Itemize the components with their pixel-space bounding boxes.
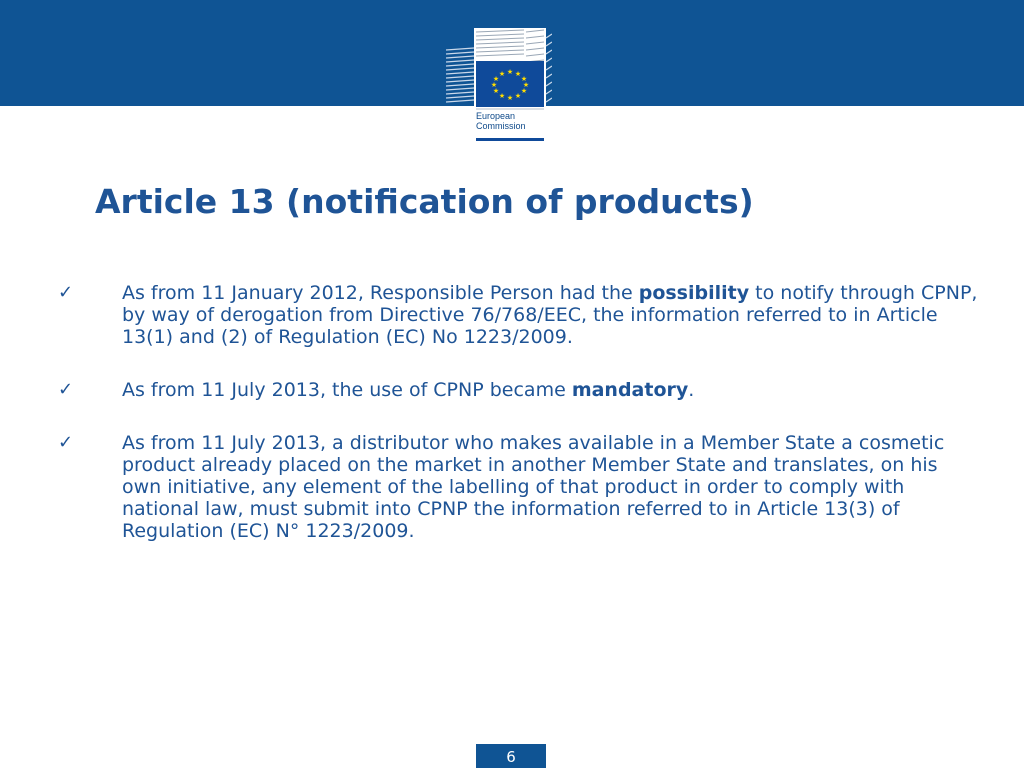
bullet-item-1 [58,282,978,348]
logo-line-commission: Commission [476,121,526,131]
svg-text:★: ★ [490,81,498,89]
svg-text:★: ★ [506,68,514,76]
checkmark-icon: ✓ [58,379,74,400]
logo-line-european: European [476,111,516,121]
svg-text:★: ★ [514,92,522,100]
svg-text:★: ★ [520,75,528,83]
svg-text:★: ★ [506,94,514,102]
svg-text:★: ★ [522,81,530,89]
svg-text:★: ★ [492,87,500,95]
bullet-item-3 [58,432,978,542]
svg-text:★: ★ [498,92,506,100]
svg-text:★: ★ [514,70,522,78]
bullet-2-rest: . [688,379,695,401]
slide-title: Article 13 (notification of products) [95,182,754,221]
bullet-3-text: As from 11 July 2013, a distributor who makes available in a Member State a cosmetic product already placed on the market in another Member State and translates, on his own initiative, any element of the labelling of that product in order to comply with national law, must submit into CPNP the information referred to in Article 13(3) of Regulation (EC) N° 1223/2009. [122,432,945,542]
checkmark-icon: ✓ [58,432,74,453]
svg-text:★: ★ [492,75,500,83]
bullet-1-text: As from 11 January 2012, Responsible Person had the [122,282,639,304]
bullet-item-2 [58,379,978,401]
bullet-2-text: As from 11 July 2013, the use of CPNP became [122,379,572,401]
bullet-2-bold: mandatory [571,379,689,401]
bullet-1-bold: possibility [638,282,750,304]
european-commission-logo [440,28,552,144]
bullet-list [58,282,978,542]
logo-text [476,111,546,131]
svg-text:★: ★ [520,87,528,95]
page-number: 6 [476,744,546,768]
checkmark-icon: ✓ [58,282,74,303]
bullet-1-rest: to notify through CPNP, by way of derogation from Directive 76/768/EEC, the information referred to in Article 13(1) and (2) of Regulation (EC) No 1223/2009. [122,282,978,348]
svg-text:★: ★ [498,70,506,78]
